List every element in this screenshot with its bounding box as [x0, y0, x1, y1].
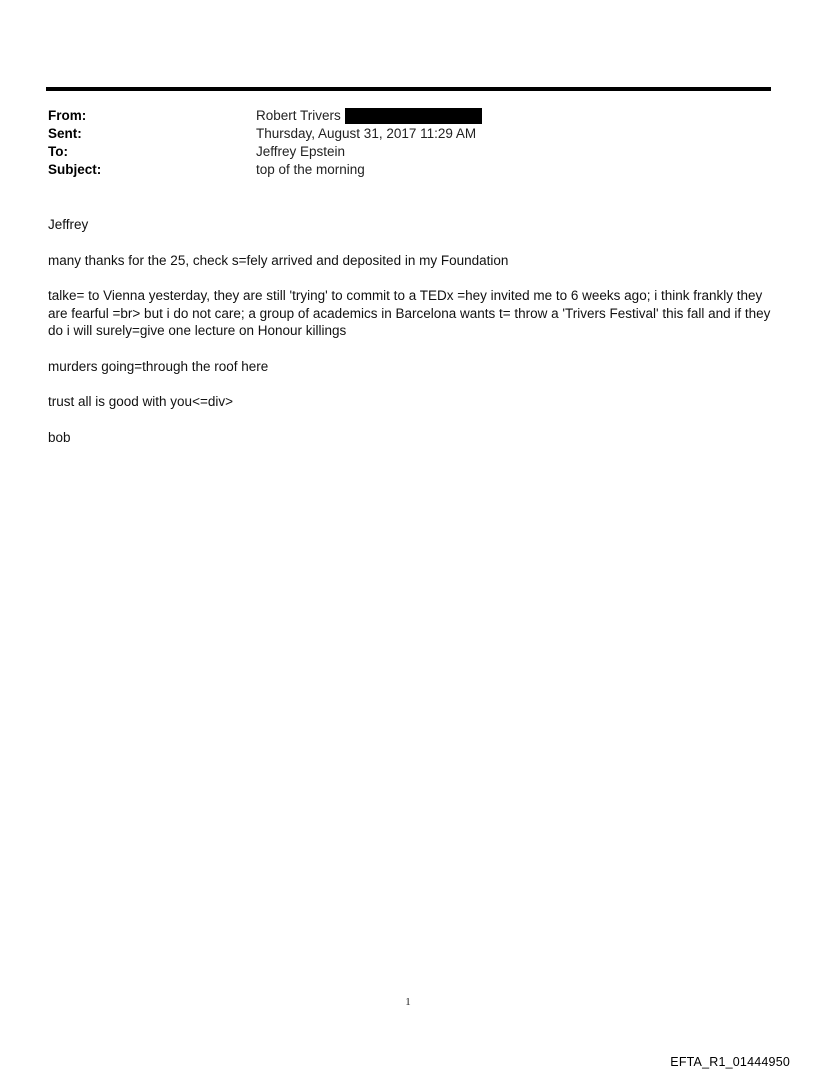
- redaction-box: [345, 108, 482, 124]
- subject-value: top of the morning: [256, 162, 365, 177]
- sent-label: Sent:: [48, 126, 82, 141]
- body-paragraph: talke= to Vienna yesterday, they are still 'trying' to commit to a TEDx =hey invited me to 6 weeks ago; i think frankly they are fearful =br> but i do not care; a group of academics in Barcelona wants t= throw a 'Trivers Festival' this fall and if they do i will surely=give one lecture on Honour killings: [48, 288, 771, 338]
- from-label: From:: [48, 108, 87, 123]
- email-header: [48, 107, 768, 179]
- from-value: Robert Trivers: [256, 108, 341, 123]
- to-value: Jeffrey Epstein: [256, 144, 346, 159]
- signoff: bob: [48, 429, 71, 445]
- header-divider: [46, 87, 771, 91]
- to-row: [48, 143, 768, 161]
- body-paragraph: murders going=through the roof here: [48, 358, 269, 374]
- sent-value: Thursday, August 31, 2017 11:29 AM: [256, 126, 477, 141]
- body-paragraph: trust all is good with you<=div>: [48, 394, 233, 409]
- sent-row: [48, 125, 768, 143]
- subject-label: Subject:: [48, 162, 102, 177]
- from-row: [48, 107, 768, 125]
- subject-row: [48, 161, 768, 179]
- body-paragraph: many thanks for the 25, check s=fely arrived and deposited in my Foundation: [48, 252, 509, 268]
- email-body: [48, 216, 772, 464]
- greeting: Jeffrey: [48, 217, 89, 232]
- document-id: EFTA_R1_01444950: [670, 1055, 790, 1069]
- from-value-wrap: [256, 107, 482, 125]
- to-label: To:: [48, 144, 68, 159]
- page-number: 1: [405, 996, 411, 1008]
